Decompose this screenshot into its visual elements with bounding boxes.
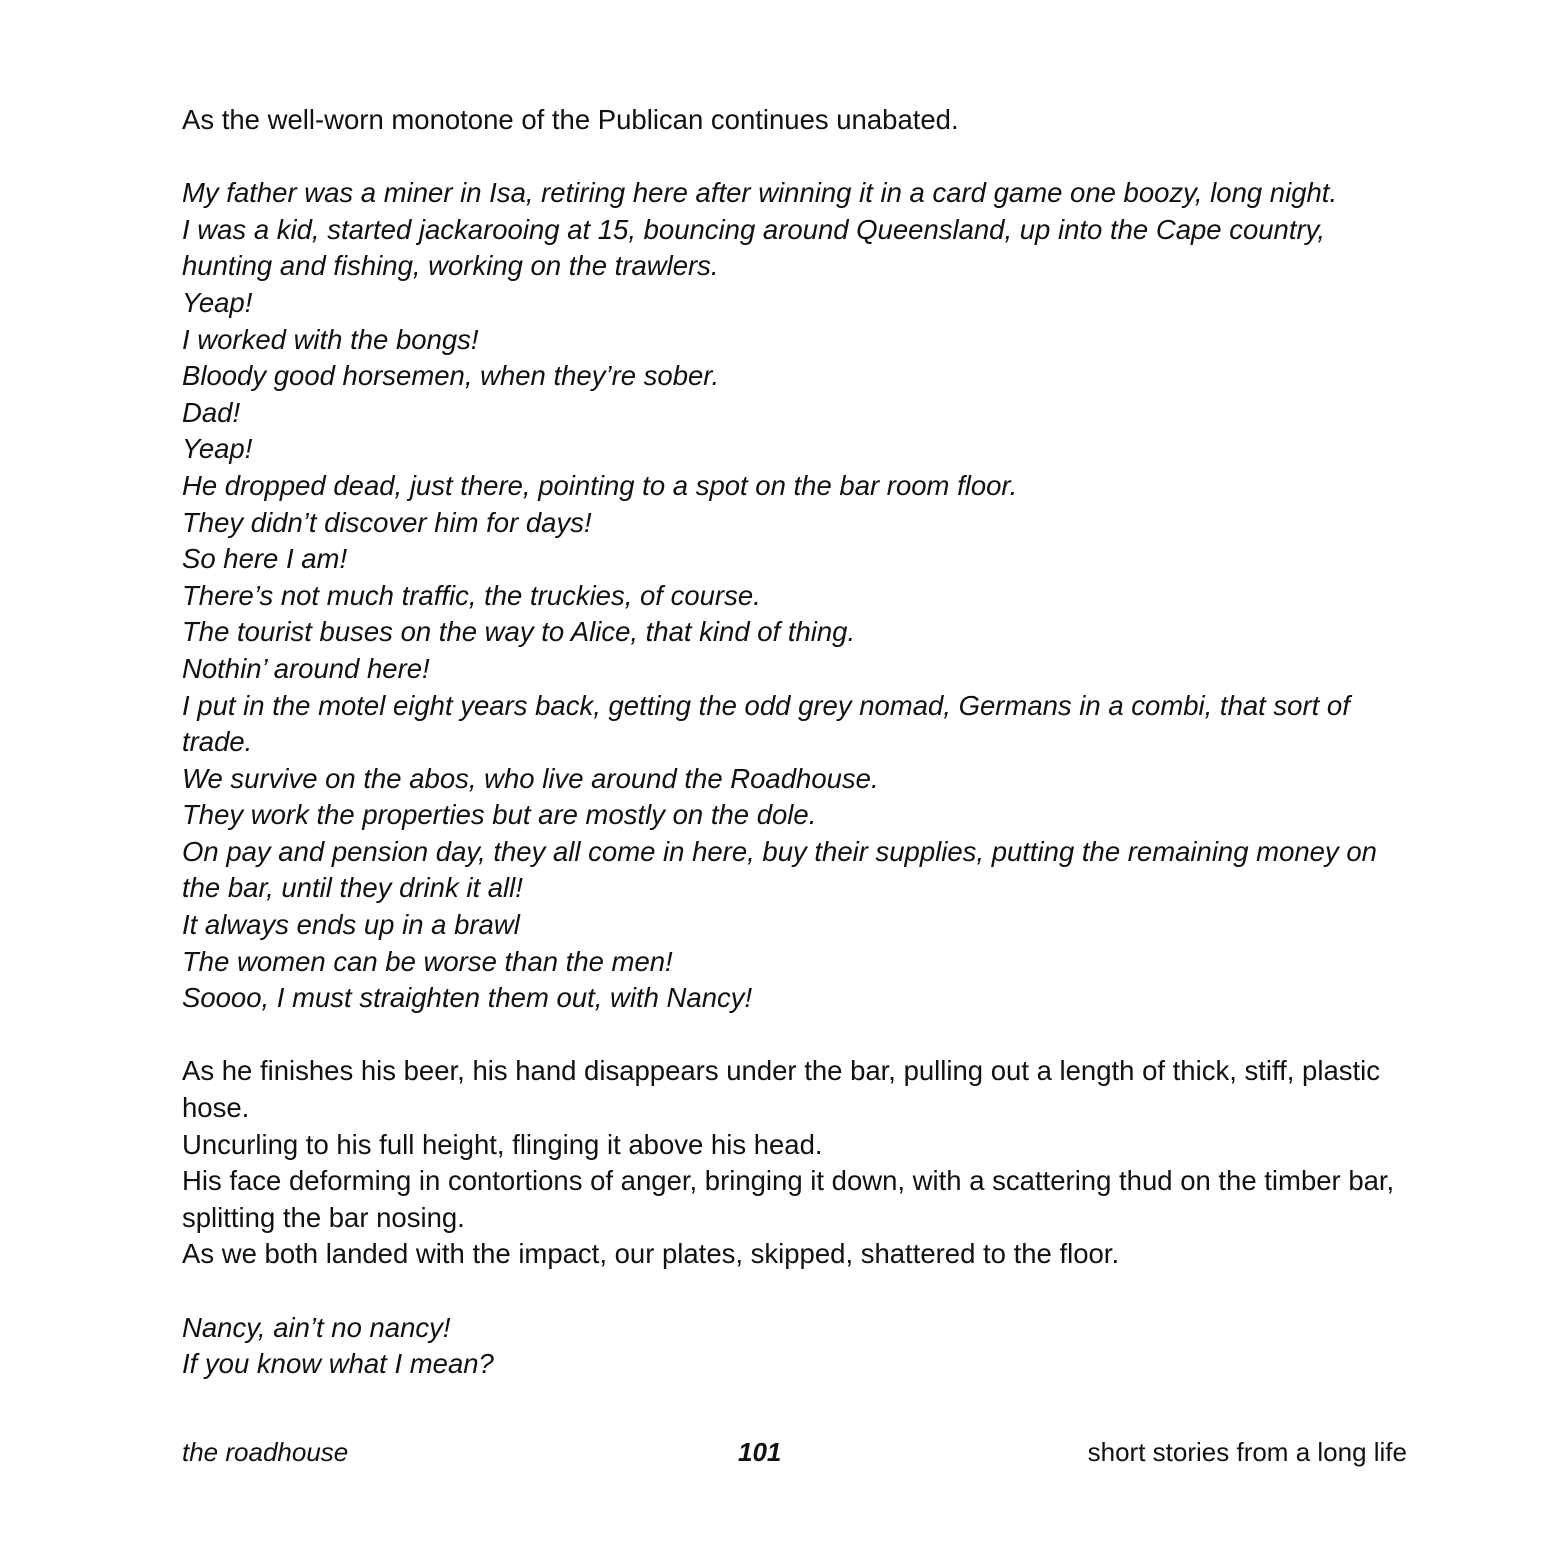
monologue-line: The tourist buses on the way to Alice, that kind of thing. xyxy=(182,616,856,648)
monologue-line: So here I am! xyxy=(182,543,348,575)
narration-line: As we both landed with the impact, our plates, skipped, shattered to the floor. xyxy=(182,1238,1120,1270)
paragraph-gap xyxy=(182,1017,1407,1054)
page-footer xyxy=(182,1432,1407,1472)
monologue-line: Dad! xyxy=(182,396,241,428)
monologue-line: Bloody good horsemen, when they’re sober. xyxy=(182,360,720,392)
monologue-line: My father was a miner in Isa, retiring here after winning it in a card game one boozy, long night. xyxy=(182,177,1338,209)
monologue-line: We survive on the abos, who live around the Roadhouse. xyxy=(182,762,879,794)
footer-book-title: short stories from a long life xyxy=(1087,1437,1407,1467)
narration-line: His face deforming in contortions of anger, bringing it down, with a scattering thud on the timber bar, splitting the bar nosing. xyxy=(182,1165,1402,1233)
page-body xyxy=(182,102,1407,1383)
monologue-line: They work the properties but are mostly on the dole. xyxy=(182,799,817,831)
monologue-line: On pay and pension day, they all come in here, buy their supplies, putting the remaining money on the bar, until they drink it all! xyxy=(182,835,1385,904)
monologue-line: I put in the motel eight years back, getting the odd grey nomad, Germans in a combi, that sort of trade. xyxy=(182,689,1358,758)
publican-monologue xyxy=(182,175,1407,1017)
narration-line: Uncurling to his full height, flinging it above his head. xyxy=(182,1128,823,1160)
paragraph-gap xyxy=(182,139,1407,176)
monologue-line: Soooo, I must straighten them out, with Nancy! xyxy=(182,982,753,1014)
monologue-line: He dropped dead, just there, pointing to a spot on the bar room floor. xyxy=(182,469,1018,501)
intro-paragraph: As the well-worn monotone of the Publican continues unabated. xyxy=(182,104,959,135)
narration-block xyxy=(182,1053,1407,1273)
monologue-line: Yeap! xyxy=(182,433,253,465)
monologue-line: Yeap! xyxy=(182,286,253,318)
closing-block xyxy=(182,1310,1407,1383)
footer-chapter-title: the roadhouse xyxy=(182,1437,349,1467)
closing-line: Nancy, ain’t no nancy! xyxy=(182,1311,451,1343)
closing-line: If you know what I mean? xyxy=(182,1348,494,1380)
page-number: 101 xyxy=(738,1437,782,1467)
paragraph-gap xyxy=(182,1273,1407,1310)
monologue-line: I was a kid, started jackarooing at 15, bouncing around Queensland, up into the Cape country, hunting and fishing, working on the trawlers. xyxy=(182,213,1333,282)
monologue-line: I worked with the bongs! xyxy=(182,323,479,355)
narration-line: As he finishes his beer, his hand disappears under the bar, pulling out a length of thick, stiff, plastic hose. xyxy=(182,1055,1388,1124)
monologue-line: There’s not much traffic, the truckies, of course. xyxy=(182,579,761,611)
monologue-line: The women can be worse than the men! xyxy=(182,945,673,977)
monologue-line: Nothin’ around here! xyxy=(182,652,430,684)
monologue-line: It always ends up in a brawl xyxy=(182,909,520,941)
monologue-line: They didn’t discover him for days! xyxy=(182,506,592,538)
